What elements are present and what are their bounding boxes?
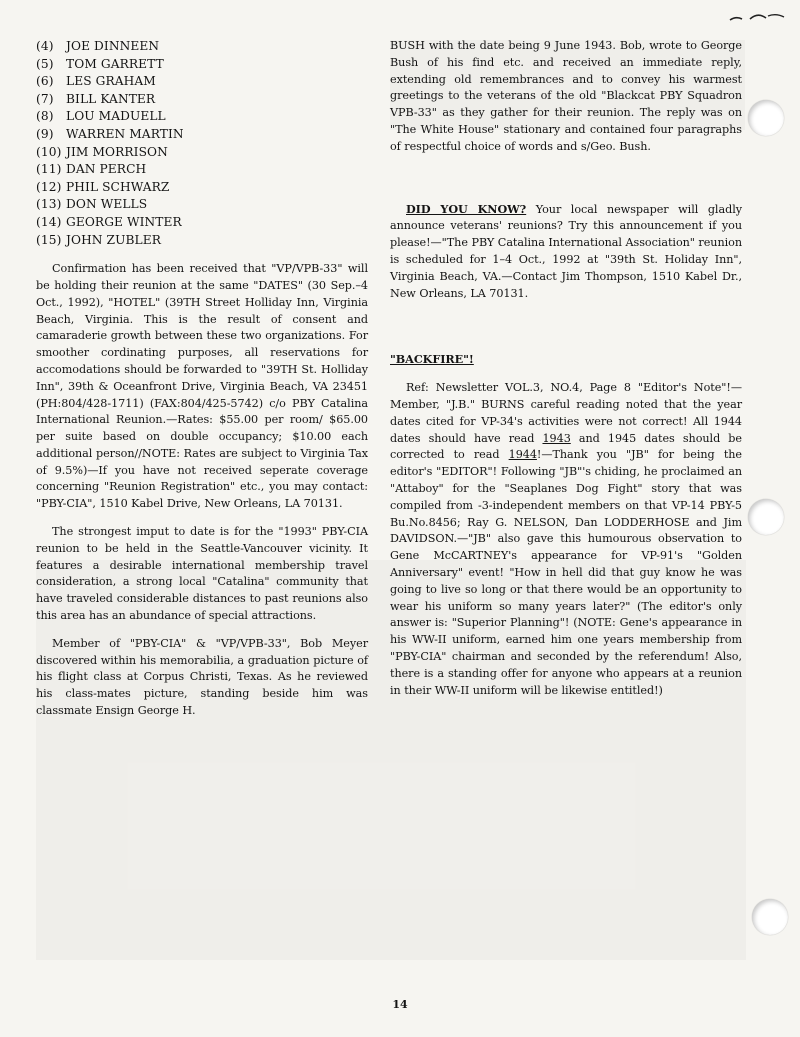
roster-item: (11) DAN PERCH — [36, 162, 147, 177]
corrected-year-1944: 1944 — [508, 448, 537, 462]
binder-hole-middle — [748, 499, 784, 535]
seattle-reunion-paragraph: The strongest imput to date is for the "1993" PBY-CIA reunion to be held in the Seattle-Vancouver vicinity. It features a desirable international membership travel consideration, a strong local "Catalina" community that have traveled considerable distances to past reunions also this area has an abundance of special attractions. — [36, 525, 368, 623]
member-roster-list — [36, 38, 368, 249]
roster-item: (13) DON WELLS — [36, 197, 148, 212]
bob-meyer-paragraph: Member of "PBY-CIA" & "VP/VPB-33", Bob Meyer discovered within his memorabilia, a graduation picture of his flight class at Corpus Christi, Texas. As he reviewed his class-mates picture, standing beside him was classmate Ensign George H. — [36, 636, 368, 718]
bush-letter-paragraph: BUSH with the date being 9 June 1943. Bob, wrote to George Bush of his find etc. and received an immediate reply, extending old remembrances and to convey his warmest greetings to the veterans of the old "Blackcat PBY Squadron VPB-33" as they gather for their reunion. The reply was on "The White House" stationary and contained four paragraphs of respectful choice of words and s/Geo. Bush. — [390, 39, 742, 153]
roster-item: (12) PHIL SCHWARZ — [36, 179, 170, 194]
left-column — [36, 38, 368, 731]
backfire-heading: "BACKFIRE"! — [390, 352, 474, 367]
roster-item: (10) JIM MORRISON — [36, 144, 168, 159]
roster-item: (4) JOE DINNEEN — [36, 39, 160, 53]
roster-item: (8) LOU MADUELL — [36, 109, 166, 124]
backfire-paragraph: Ref: Newsletter VOL.3, NO.4, Page 8 "Editor's Note"!—Member, "J.B." BURNS careful reading noted that the year dates cited for VP-34's activities were not correct! All 1944 dates should have read 1943 and 1945 dates should be corrected to read 1944!—Thank you "JB" for being the editor's "EDITOR"! Following "JB"'s chiding, he proclaimed an "Attaboy" for the "Seaplanes Dog Fight" story that was compiled from -3-independent members on that VP-14 PBY-5 Bu.No.8456; Ray G. NELSON, Dan LODDERHOSE and Jim DAVIDSON.—"JB" also gave this humourous observation to Gene McCARTNEY's appearance for VP-91's "Golden Anniversary" event! "How in hell did that guy know he was going to live so long or that there would be an opportunity to wear his uniform so many years later?" (The editor's only answer is: "Superior Planning"! (NOTE: Gene's appearance in his WW-II uniform, earned him one years membership from "PBY-CIA" chairman and seconded by the referendum! Also, there is a standing offer for anyone who appears at a reunion in their WW-II uniform will be likewise entitled!) — [390, 381, 742, 697]
roster-item: (14) GEORGE WINTER — [36, 214, 182, 229]
binder-hole-top — [748, 100, 784, 136]
page-number: 14 — [392, 998, 408, 1011]
pen-marks-icon — [728, 10, 788, 26]
roster-item: (5) TOM GARRETT — [36, 56, 164, 71]
did-you-know-heading: DID YOU KNOW? — [406, 201, 527, 216]
roster-item: (6) LES GRAHAM — [36, 74, 156, 89]
corrected-year-1943: 1943 — [542, 431, 571, 445]
roster-item: (15) JOHN ZUBLER — [36, 232, 162, 247]
roster-item: (7) BILL KANTER — [36, 91, 156, 106]
right-column — [390, 38, 742, 710]
roster-item: (9) WARREN MARTIN — [36, 126, 184, 141]
binder-hole-bottom — [752, 899, 788, 935]
reunion-confirmation-paragraph: Confirmation has been received that "VP/VPB-33" will be holding their reunion at the same "DATES" (30 Sep.–4 Oct., 1992), "HOTEL" (39TH Street Holliday Inn, Virginia Beach, Virginia. This is the result of consent and camaraderie growth between these two organizations. For smoother cordinating purposes, all reservations for accomodations should be forwarded to "39TH St. Holliday Inn", 39th & Oceanfront Drive, Virginia Beach, VA 23451 (PH:804/428-1711) (FAX:804/425-5742) c/o PBY Catalina International Reunion.—Rates: $55.00 per room/ $65.00 per suite based on double occupancy; $10.00 each additional person//NOTE: Rates are subject to Virginia Tax of 9.5%)—If you have not received seperate coverage concerning "Reunion Registration" etc., you may contact: "PBY-CIA", 1510 Kabel Drive, New Orleans, LA 70131. — [36, 262, 368, 511]
did-you-know-paragraph: DID YOU KNOW? Your local newspaper will gladly announce veterans' reunions? Try this announcement if you please!—"The PBY Catalina International Association" reunion is scheduled for 1–4 Oct., 1992 at "39th St. Holiday Inn", Virginia Beach, VA.—Contact Jim Thompson, 1510 Kabel Dr., New Orleans, LA 70131. — [390, 201, 742, 300]
